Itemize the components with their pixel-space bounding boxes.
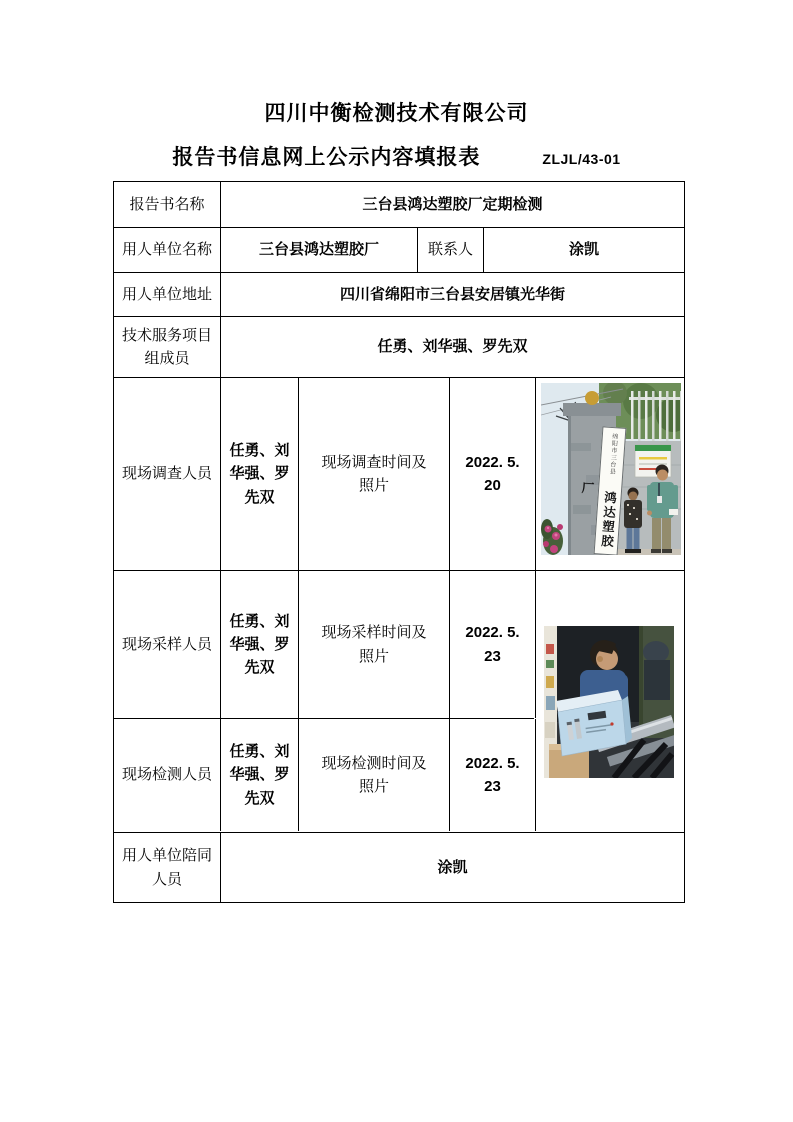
report-name-label: 报告书名称 <box>114 182 221 227</box>
row-escort <box>114 833 684 902</box>
survey-photo-cell <box>536 378 686 570</box>
team-label: 技术服务项目组成员 <box>114 317 221 377</box>
contact-value: 涂凯 <box>568 241 599 259</box>
sampling-testing-left <box>114 571 534 832</box>
address-label: 用人单位地址 <box>114 273 221 316</box>
testing-time-label <box>299 719 450 831</box>
contact-label: 联系人 <box>418 228 484 272</box>
employer-value: 三台县鸿达塑胶厂 <box>221 228 418 272</box>
survey-time-label <box>299 378 450 570</box>
survey-label: 现场调查人员 <box>114 378 221 570</box>
company-title: 四川中衡检测技术有限公司 <box>264 102 529 125</box>
sampling-photo-cell <box>534 571 684 832</box>
testing-time-label-text: 现场检测时间及照片 <box>321 754 427 795</box>
sampling-date: 2022. 5. 23 <box>450 571 536 718</box>
form-code: ZLJL/43-01 <box>542 151 621 167</box>
form-title: 报告书信息网上公示内容填报表 <box>172 146 481 169</box>
gate-sign-small-text: 绵阳市三台县 <box>608 432 618 475</box>
address-value: 四川省绵阳市三台县安居镇光华街 <box>339 285 565 303</box>
sampling-photo-art <box>544 626 674 778</box>
testing-members: 任勇、刘华强、罗先双 <box>221 719 299 831</box>
row-address <box>114 273 684 317</box>
gate-sign-main-text: 鸿达塑胶厂 <box>579 481 618 549</box>
survey-date: 2022. 5. 20 <box>450 378 536 570</box>
sampling-photo <box>544 626 674 778</box>
report-info-table <box>113 181 685 903</box>
row-team <box>114 317 684 378</box>
escort-label: 用人单位陪同人员 <box>114 833 221 902</box>
sampling-time-label <box>299 571 450 718</box>
row-report-name <box>114 182 684 228</box>
sampling-time-label-text: 现场采样时间及照片 <box>321 624 427 665</box>
testing-date: 2022. 5. 23 <box>450 719 536 831</box>
survey-photo <box>541 383 681 555</box>
escort-value: 涂凯 <box>437 858 468 876</box>
sampling-members: 任勇、刘华强、罗先双 <box>221 571 299 718</box>
report-name-value: 三台县鸿达塑胶厂定期检测 <box>362 195 543 213</box>
employer-label: 用人单位名称 <box>114 228 221 272</box>
row-sampling <box>114 571 534 719</box>
testing-label: 现场检测人员 <box>114 719 221 831</box>
row-testing <box>114 719 534 831</box>
team-value: 任勇、刘华强、罗先双 <box>377 338 528 356</box>
row-survey <box>114 378 684 571</box>
survey-members: 任勇、刘华强、罗先双 <box>221 378 299 570</box>
row-employer <box>114 228 684 273</box>
subtitle-row <box>0 146 793 169</box>
rows-sampling-testing <box>114 571 684 833</box>
sampling-label: 现场采样人员 <box>114 571 221 718</box>
survey-time-label-text: 现场调查时间及照片 <box>321 453 427 494</box>
